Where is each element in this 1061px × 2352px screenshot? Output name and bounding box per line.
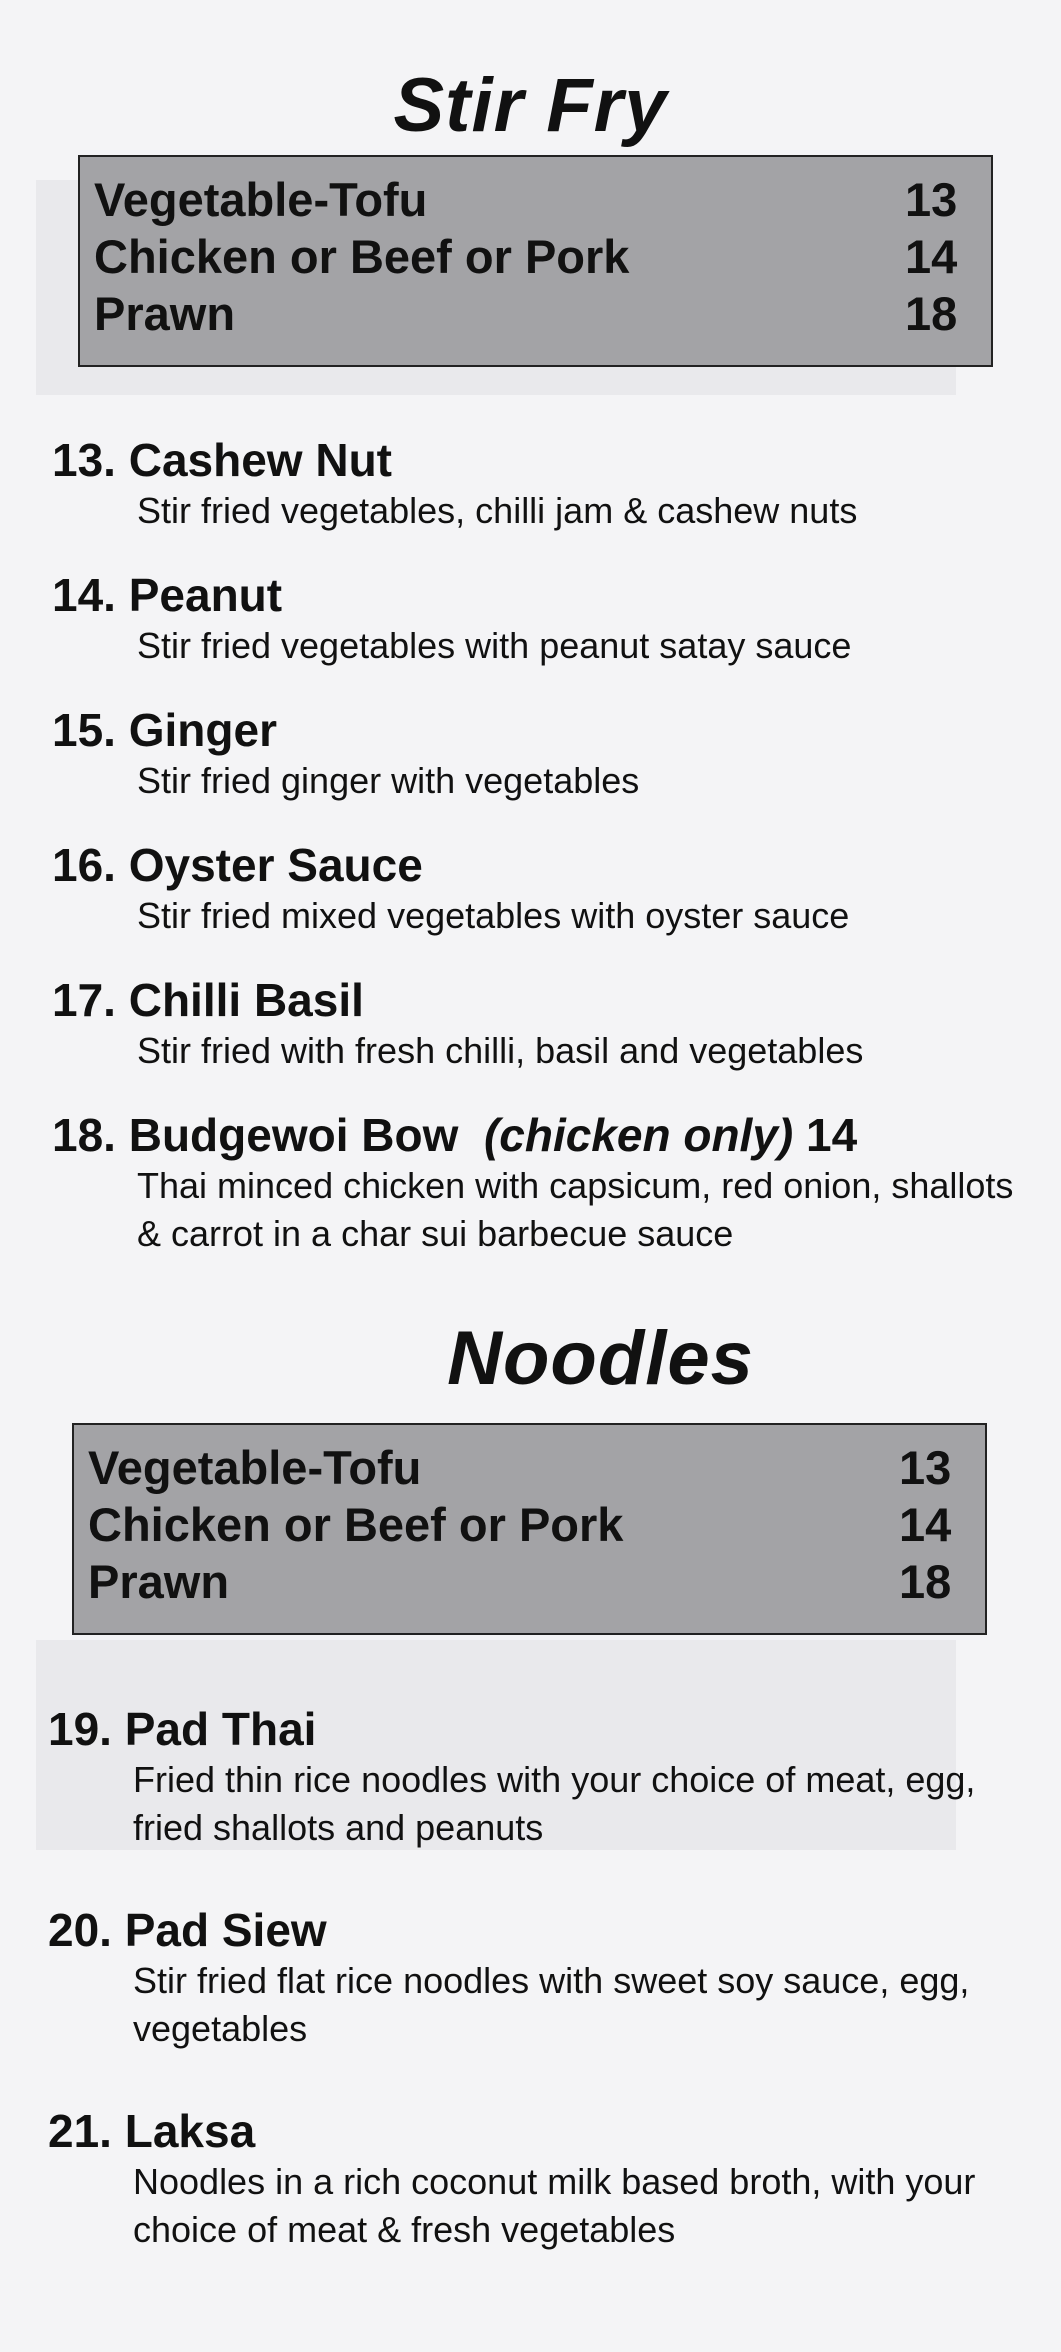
item-number: 14.	[52, 569, 116, 621]
menu-item-21	[48, 2104, 1008, 2254]
item-title	[52, 568, 1012, 622]
item-description: Fried thin rice noodles with your choice of meat, egg, fried shallots and peanuts	[133, 1759, 976, 1848]
price-value: 14	[905, 230, 958, 283]
item-description: Stir fried with fresh chilli, basil and vegetables	[137, 1030, 864, 1071]
price-row	[88, 1553, 969, 1610]
price-label: Vegetable-Tofu	[88, 1441, 422, 1494]
item-number: 15.	[52, 704, 116, 756]
price-label: Prawn	[94, 287, 236, 340]
menu-item-20	[48, 1903, 1008, 2053]
item-description: Stir fried vegetables, chilli jam & cashew nuts	[137, 490, 858, 531]
item-number: 17.	[52, 974, 116, 1026]
noodles-price-box	[72, 1423, 987, 1635]
menu-item-14	[52, 568, 1012, 670]
menu-item-13	[52, 433, 1012, 535]
price-row	[88, 1439, 969, 1496]
stir-fry-title: Stir Fry	[393, 63, 668, 148]
menu-item-18	[52, 1108, 1012, 1258]
item-title	[48, 1702, 1008, 1756]
menu-item-17	[52, 973, 1012, 1075]
item-name: Pad Siew	[124, 1904, 327, 1956]
price-row	[94, 171, 975, 228]
item-description: Stir fried flat rice noodles with sweet soy sauce, egg, vegetables	[133, 1960, 970, 2049]
item-name: Laksa	[124, 2105, 256, 2157]
price-value: 14	[899, 1498, 952, 1551]
item-description: Noodles in a rich coconut milk based broth, with your choice of meat & fresh vegetables	[133, 2161, 976, 2250]
item-title	[52, 973, 1012, 1027]
item-description: Stir fried ginger with vegetables	[137, 760, 640, 801]
item-name: Pad Thai	[124, 1703, 317, 1755]
price-label: Prawn	[88, 1555, 230, 1608]
menu-item-19	[48, 1702, 1008, 1852]
item-number: 20.	[48, 1904, 112, 1956]
item-title	[52, 433, 1012, 487]
price-label: Chicken or Beef or Pork	[88, 1498, 624, 1551]
item-number: 16.	[52, 839, 116, 891]
menu-item-15	[52, 703, 1012, 805]
price-row	[94, 228, 975, 285]
price-row	[88, 1496, 969, 1553]
item-name: Chilli Basil	[128, 974, 364, 1026]
item-name: Budgewoi Bow	[128, 1109, 459, 1161]
item-title	[52, 1108, 1012, 1162]
item-number: 13.	[52, 434, 116, 486]
item-name: Ginger	[128, 704, 277, 756]
price-value: 18	[905, 287, 958, 340]
item-name: Oyster Sauce	[128, 839, 423, 891]
noodles-title: Noodles	[447, 1316, 754, 1401]
item-title	[52, 703, 1012, 757]
price-value: 13	[905, 173, 958, 226]
item-description: Stir fried vegetables with peanut satay sauce	[137, 625, 852, 666]
item-title	[48, 2104, 1008, 2158]
price-value: 18	[899, 1555, 952, 1608]
item-description: Thai minced chicken with capsicum, red onion, shallots & carrot in a char sui barbecue sauce	[137, 1165, 1014, 1254]
item-note: (chicken only)	[483, 1109, 794, 1161]
price-row	[94, 285, 975, 342]
item-title	[52, 838, 1012, 892]
item-number: 19.	[48, 1703, 112, 1755]
item-description: Stir fried mixed vegetables with oyster sauce	[137, 895, 850, 936]
stir-fry-price-box	[78, 155, 993, 367]
price-label: Vegetable-Tofu	[94, 173, 428, 226]
price-label: Chicken or Beef or Pork	[94, 230, 630, 283]
item-price: 14	[806, 1109, 858, 1161]
item-number: 18.	[52, 1109, 116, 1161]
item-title	[48, 1903, 1008, 1957]
item-name: Cashew Nut	[128, 434, 392, 486]
menu-item-16	[52, 838, 1012, 940]
item-number: 21.	[48, 2105, 112, 2157]
price-value: 13	[899, 1441, 952, 1494]
item-name: Peanut	[128, 569, 283, 621]
